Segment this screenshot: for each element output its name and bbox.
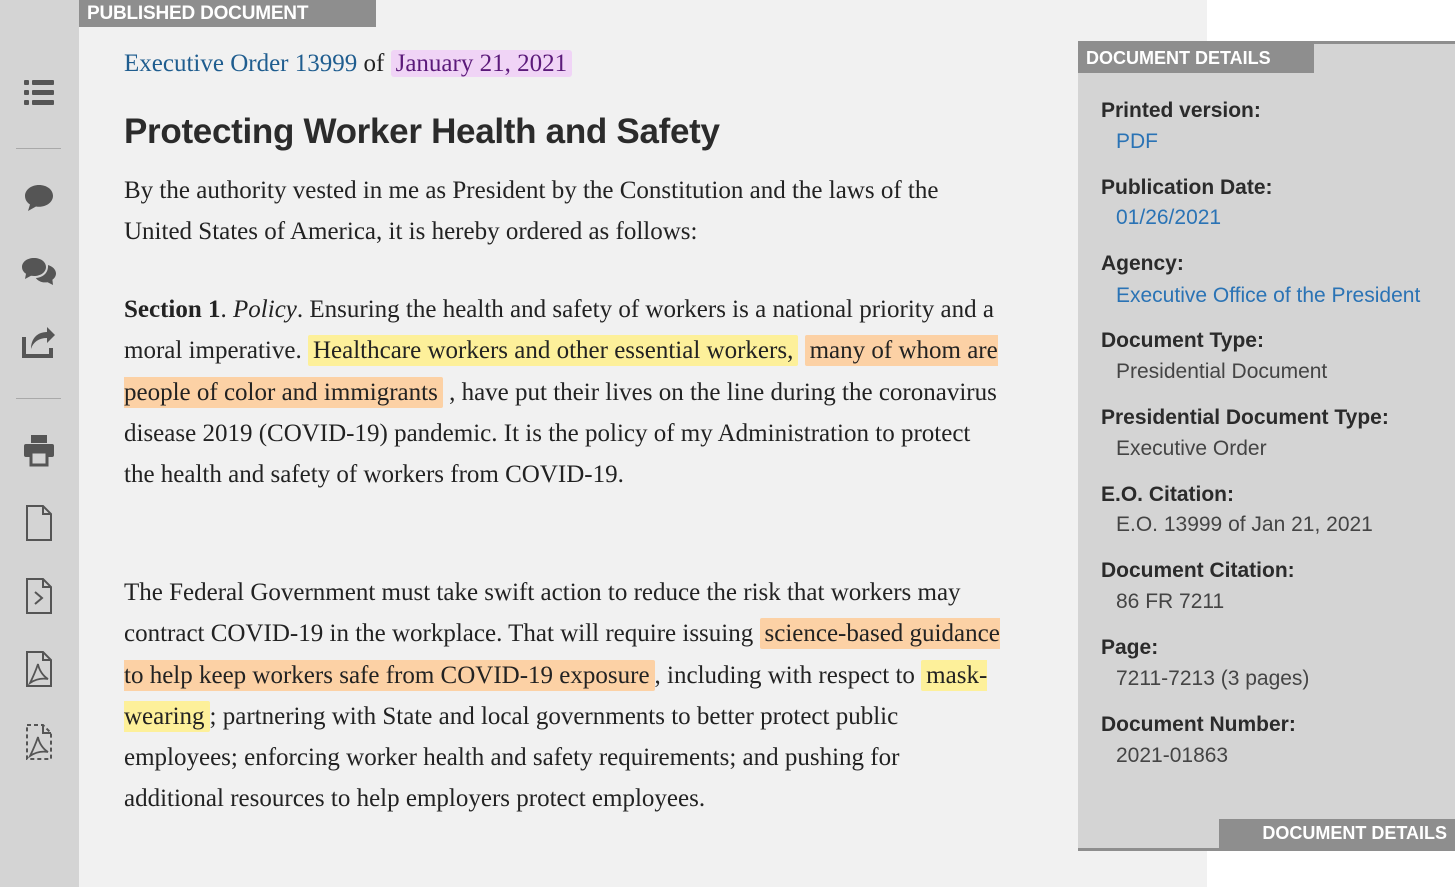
- highlight-yellow[interactable]: mask-wearing: [124, 661, 988, 730]
- detail-value-publication-date-link[interactable]: 01/26/2021: [1116, 206, 1222, 229]
- document-main: [79, 0, 1207, 887]
- document-icon[interactable]: [18, 503, 60, 543]
- table-of-contents-icon[interactable]: [18, 73, 60, 113]
- published-document-tab: PUBLISHED DOCUMENT: [79, 0, 376, 27]
- toolbar-separator: [16, 398, 61, 399]
- eo-date: January 21, 2021: [391, 50, 573, 77]
- print-icon[interactable]: [18, 430, 60, 470]
- pdf-dashed-icon[interactable]: [18, 722, 60, 762]
- detail-label-eo-citation: E.O. Citation:: [1101, 483, 1234, 506]
- detail-label-agency: Agency:: [1101, 252, 1184, 275]
- detail-label-document-number: Document Number:: [1101, 713, 1296, 736]
- detail-value-pdf-link[interactable]: PDF: [1116, 130, 1158, 153]
- section-text-a: . Ensuring the health and safety of workers is a national priority and a moral imperative.: [124, 296, 994, 365]
- paragraph-federal-government: [124, 572, 1004, 820]
- eo-of: of: [363, 50, 385, 77]
- page-title: Protecting Worker Health and Safety: [124, 112, 720, 151]
- detail-label-publication-date: Publication Date:: [1101, 176, 1273, 199]
- detail-label-document-type: Document Type:: [1101, 329, 1264, 352]
- highlight-gap: [798, 337, 804, 364]
- toolbar-separator: [16, 148, 61, 149]
- fg-text-c: ; partnering with State and local governments to better protect public employees; enforcing worker health and safety requirements; and pushing for additional resources to help employers protect employees.: [124, 702, 900, 813]
- document-details-tab: DOCUMENT DETAILS: [1078, 44, 1314, 73]
- pdf-icon[interactable]: [18, 649, 60, 689]
- comments-icon[interactable]: [18, 251, 60, 291]
- detail-value-presidential-document-type: Executive Order: [1116, 437, 1267, 460]
- document-details-panel: [1078, 41, 1455, 851]
- highlight-orange[interactable]: science-based guidance to help keep workers safe from COVID-19 exposure: [124, 620, 1000, 689]
- detail-value-agency-link[interactable]: Executive Office of the President: [1116, 284, 1421, 307]
- eo-line: [124, 45, 572, 82]
- detail-label-document-citation: Document Citation:: [1101, 559, 1295, 582]
- detail-value-eo-citation: E.O. 13999 of Jan 21, 2021: [1116, 513, 1373, 536]
- section-label: Section 1: [124, 296, 221, 323]
- fg-text-b: , including with respect to: [654, 661, 922, 689]
- document-next-icon[interactable]: [18, 576, 60, 616]
- detail-label-presidential-document-type: Presidential Document Type:: [1101, 406, 1389, 429]
- highlight-yellow[interactable]: Healthcare workers and other essential workers,: [308, 335, 798, 366]
- section-text-b: , have put their lives on the line during the coronavirus disease 2019 (COVID-19) pandemic. It is the policy of my Administration to protect the health and safety of workers from COVID-19.: [124, 378, 997, 489]
- paragraph-authority: By the authority vested in me as President by the Constitution and the laws of the United States of America, it is hereby ordered as follows:: [124, 177, 939, 246]
- detail-value-document-number: 2021-01863: [1116, 744, 1229, 767]
- share-icon[interactable]: [18, 323, 60, 363]
- document-details-bottom-tab: DOCUMENT DETAILS: [1219, 819, 1455, 848]
- comment-icon[interactable]: [18, 178, 60, 218]
- left-toolbar: [0, 0, 79, 887]
- eo-link[interactable]: Executive Order 13999: [124, 50, 358, 77]
- paragraph-section-1: [124, 289, 1004, 495]
- fg-text-a: The Federal Government must take swift action to reduce the risk that workers may contract COVID-19 in the workplace. That will require issuing: [124, 579, 961, 648]
- detail-value-page: 7211-7213 (3 pages): [1116, 667, 1310, 690]
- detail-value-document-type: Presidential Document: [1116, 360, 1328, 383]
- detail-value-document-citation: 86 FR 7211: [1116, 590, 1225, 613]
- policy-label: Policy: [233, 296, 297, 323]
- detail-label-printed-version: Printed version:: [1101, 99, 1261, 122]
- detail-label-page: Page:: [1101, 636, 1159, 659]
- section-dot: .: [220, 296, 227, 323]
- highlight-orange[interactable]: many of whom are people of color and immigrants: [124, 337, 998, 406]
